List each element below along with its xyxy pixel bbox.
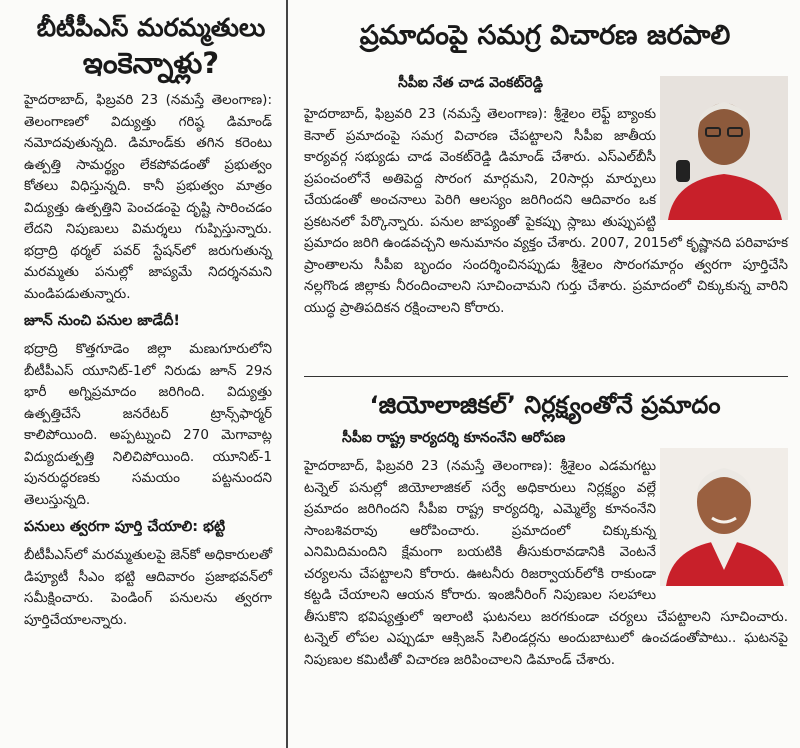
left-headline-line1: బీటీపీఎస్‌ మరమ్మతులు (36, 13, 266, 42)
story1-headline: ప్రమాదంపై సమగ్ర విచారణ జరపాలి (359, 20, 731, 51)
right-column (300, 0, 800, 748)
story2-byline: సీపీఐ రాష్ట్ర కార్యదర్శి కూనంనేని ఆరోపణ (342, 430, 566, 446)
story2 (300, 382, 800, 668)
photo-spacer (656, 104, 788, 222)
left-subheading-bhatti: పనులు త్వరగా పూర్తి చేయాలి: భట్టి (24, 519, 226, 536)
photo-spacer (656, 456, 788, 588)
left-headline-line2: ఇంకెన్నాళ్లు? (82, 45, 220, 80)
story2-headline: ‘జియోలాజికల్‌’ నిర్లక్ష్యంతోనే ప్రమాదం (369, 391, 721, 419)
left-intro-paragraph: హైదరాబాద్‌, ఫిబ్రవరి 23 (నమస్తే తెలంగాణ): తెలంగాణలో విద్యుత్తు గరిష్ఠ డిమాండ్‌ నమోదవుతున్నది. డిమాండ్‌కు తగిన కరెంటు ఉత్పత్తి సామర్థ్యం లేకపోవడంతో ప్రభుత్వం కోతలు విధిస్తున్నది. కానీ ప్రభుత్వం మాత్రం విద్యుత్తు ఉత్పత్తిని పెంచడంపై దృష్టి సారించడం లేదని నిపుణులు విమర్శలు గుప్పిస్తున్నారు. భద్రాద్రి థర్మల్‌ పవర్‌ స్టేషన్‌లో జరుగుతున్న మరమ్మతు పనుల్లో జాప్యమే నిదర్శనమని మండిపడుతున్నారు. (24, 92, 272, 302)
story1 (300, 0, 800, 316)
left-article (0, 0, 288, 748)
left-article-body (24, 90, 286, 631)
story-divider (304, 376, 788, 377)
left-subheading-june: జూన్‌ నుంచి పనుల జాడేదీ! (24, 313, 181, 330)
left-headline (24, 14, 286, 80)
story1-byline: సీపీఐ నేత చాడ వెంకట్‌రెడ్డి (398, 75, 543, 91)
left-paragraph-2: భద్రాద్రి కొత్తగూడెం జిల్లా మణుగూరులోని బీటీపీఎస్‌ యూనిట్‌-1లో నిరుడు జూన్‌ 29న భారీ అగ్నిప్రమాదం జరిగింది. విద్యుత్తు ఉత్పత్తిచేసే జనరేటర్‌ ట్రాన్స్‌ఫార్మర్‌ కాలిపోయింది. అప్పట్నుంచి 270 మెగావాట్ల విద్యుదుత్పత్తి నిలిచిపోయింది. యూనిట్‌-1 పునరుద్ధరణకు సమయం పట్టనుందని తెలుస్తున్నది. (24, 341, 272, 508)
story2-body: హైదరాబాద్‌, ఫిబ్రవరి 23 (నమస్తే తెలంగాణ): శ్రీశైలం ఎడమగట్టు టన్నెల్‌ పనుల్లో జియోలాజికల్‌ సర్వే అధికారులు నిర్లక్ష్యం వల్లే ప్రమాదం జరిగిందని సీపీఐ రాష్ట్ర కార్యదర్శి, ఎమ్మెల్యే కూనంనేని సాంబశివరావు ఆరోపించారు. ప్రమాదంలో చిక్కుకున్న ఎనిమిదిమందిని క్షేమంగా బయటికి తీసుకురావడానికి వెంటనే చర్యలను చేపట్టాలని కోరారు. ఊటనీరు రిజర్వాయర్‌లోకి రాకుండా కట్టడి చేయాలని ఆయన కోరారు. ఇంజినీరింగ్‌ నిపుణుల సలహాలు తీసుకొని భవిష్యత్తులో ఇలాంటి ఘటనలు జరగకుండా చర్యలు చేపట్టాలని సూచించారు. టన్నెల్‌ లోపల ఎప్పుడూ ఆక్సిజన్‌ సిలిండర్లను అందుబాటులో ఉంచడంతోపాటు.. ఘటనపై నిపుణుల కమిటీతో విచారణ జరిపించాలని డిమాండ్‌ చేశారు. (304, 458, 788, 668)
story1-body: హైదరాబాద్‌, ఫిబ్రవరి 23 (నమస్తే తెలంగాణ): శ్రీశైలం లెఫ్ట్‌ బ్యాంకు కెనాల్‌ ప్రమాదంపై సమగ్ర విచారణ చేపట్టాలని సీపీఐ జాతీయ కార్యవర్గ సభ్యుడు చాడ వెంకట్‌రెడ్డి డిమాండ్‌ చేశారు. ఎస్‌ఎల్‌బీసీ ప్రపంచంలోనే అతిపెద్ద సొరంగ మార్గమని, 20సార్లు మార్పులు చేయడంతో అంచనాలు పెరిగి ఆలస్యం జరిగిందని ఆదివారం ఒక ప్రకటనలో పేర్కొన్నారు. పనుల జాప్యంతో పైకప్పు స్లాబు తుప్పుపట్టి ప్రమాదం జరిగి ఉండవచ్చని అనుమానం వ్యక్తం చేశారు. 2007, 2015లో కృష్ణానది పరివాహక ప్రాంతాలను సీపీఐ బృందం సందర్శించినప్పుడు శ్రీశైలం సొరంగమార్గం త్వరగా పూర్తిచేసి నల్లగొండ జిల్లాకు నీరందించాలని సూచించామని గుర్తు చేశారు. ప్రమాదంలో చిక్కుకున్న వారిని యుద్ధ ప్రాతిపదికన రక్షించాలని కోరారు. (304, 106, 788, 316)
left-paragraph-3: బీటీపీఎస్‌లో మరమ్మతులపై జెన్‌కో అధికారులతో డిప్యూటీ సీఎం భట్టి ఆదివారం ప్రజాభవన్‌లో సమీక్షించారు. పెండింగ్‌ పనులను త్వరగా పూర్తిచేయాలన్నారు. (24, 547, 272, 628)
